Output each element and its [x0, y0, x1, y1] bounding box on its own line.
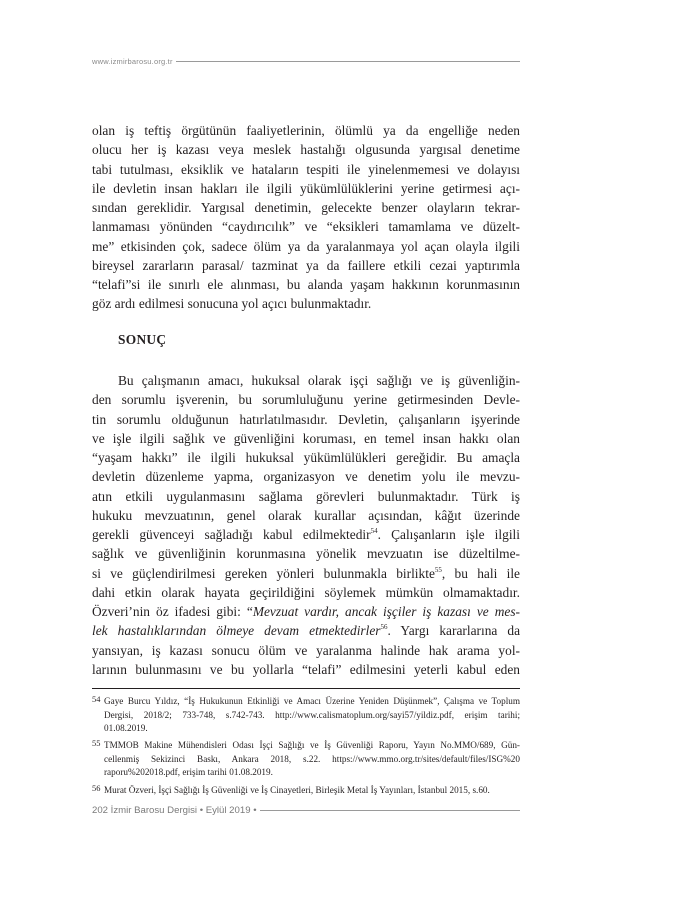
body-text-segment: gerekli güvenceyi sağladığı kabul edilmektedir — [92, 527, 371, 542]
body-line — [92, 602, 520, 621]
footnote-number: 54 — [92, 695, 101, 704]
footnote-line: cellenmiş Sekizinci Baskı, Ankara 2018, s.22. https://www.mmo.org.tr/sites/default/files/ISG%20 — [104, 753, 520, 764]
page-footer — [92, 803, 520, 817]
body-line: tin sorumlu olduğunun hatırlatılmasıdır. Devletin, çalışanların işyerinde — [92, 411, 520, 427]
body-text-segment: , bu hali ile — [441, 565, 521, 581]
footnote-55 — [92, 739, 520, 780]
footnote-line: 01.08.2019. — [104, 723, 148, 733]
footnote-56 — [92, 784, 520, 798]
body-line: olan iş teftiş örgütünün faaliyetlerinin, ölümlü ya da engelliğe neden — [92, 123, 520, 138]
body-line: den sorumlu işverenin, bu sorumluluğunu yerine getirmesinden Devle- — [92, 392, 520, 408]
body-line: ve işle ilgili sağlık ve güvenliğini koruması, en temel insan hakkı olan — [92, 430, 520, 446]
body-line: yansıyan, iş kazası sonucu ölüm ve yaralanma halinde hak arama yol- — [92, 642, 520, 658]
footnote-line: Murat Özveri, İşçi Sağlığı İş Güvenliği ve İş Cinayetleri, Birleşik Metal İş Yayınları, İstanbul 2015, s.60. — [104, 785, 490, 795]
footnote-ref-56[interactable]: 56 — [380, 623, 388, 632]
footnote-divider — [92, 688, 520, 689]
footnote-number: 56 — [92, 784, 101, 793]
body-line: “yaşam hakkı” ile ilgili hukuksal yükümlülükleri gereğidir. Bu amaçla — [92, 450, 520, 465]
footnote-line: Dergisi, 2018/2; 733-748, s.742-743. http://www.calismatoplum.org/sayi57/yildiz.pdf, erişim tarihi; — [104, 709, 520, 720]
body-line: sından gereklidir. Yargısal denetimin, gelecekte benzer olayların tekrar- — [92, 200, 520, 215]
body-line: me” etkisinden çok, sadece ölüm ya da yaralanmaya yol açan olayla ilgili — [92, 238, 520, 254]
footnote-54 — [92, 695, 520, 736]
header-url: www.izmirbarosu.org.tr — [92, 56, 173, 66]
footnote-ref-55[interactable]: 55 — [434, 565, 442, 574]
body-line: göz ardı edilmesi sonucuna yol açıcı bulunmaktadır. — [92, 296, 372, 312]
header-rule — [176, 61, 520, 62]
body-line — [92, 621, 520, 640]
body-line: “telafi”si ile sınırlı ele alınması, bu alanda yaşam hakkının korunmasının — [92, 277, 520, 292]
body-line: ile devletin insan hakları ile ilgili yükümlülüklerini yerine getirmesi açı- — [92, 180, 520, 196]
footer-rule — [260, 810, 520, 811]
body-line: devletin düzenleme yapma, organizasyon ve denetim yolu ile mevzu- — [92, 469, 520, 485]
footer-text: 202 İzmir Barosu Dergisi • Eylül 2019 • — [92, 804, 257, 816]
body-line: dahi etkin olarak hayata geçirildiğini söylemek mümkün olmamaktadır. — [92, 584, 520, 600]
body-line: atın etkili uygulanmasını sağlama görevleri bulunmaktadır. Türk iş — [92, 488, 520, 504]
conclusion-paragraph — [92, 371, 520, 679]
body-line: Bu çalışmanın amacı, hukuksal olarak işçi sağlığı ve iş güvenliğin- — [118, 373, 520, 388]
section-heading: SONUÇ — [118, 332, 167, 347]
footnote-line: Gaye Burcu Yıldız, “İş Hukukunun Etkinliği ve Amacı Üzerine Yeniden Düşünmek”, Çalışma ve Toplum — [104, 696, 520, 706]
page-header — [92, 54, 520, 68]
footnote-line: TMMOB Makine Mühendisleri Odası İşçi Sağlığı ve İş Güvenliği Raporu, Yayın No.MMO/689, Gün- — [104, 740, 520, 750]
body-line: bireysel zararların parasal/ tazminat ya da faillere etkili cezai yaptırımla — [92, 257, 520, 273]
body-line: sağlık ve güvenliğinin korunmasına yönelik mevzuatın ise düzeltilme- — [92, 546, 520, 562]
body-line — [92, 564, 520, 583]
paragraph-continuation — [92, 121, 520, 314]
body-text-segment: si ve güçlendirilmesi gereken yönleri bulunmakla birlikte — [92, 565, 435, 581]
body-text-segment: . Yargı kararlarına da — [387, 623, 521, 639]
footnote-line: raporu%202018.pdf, erişim tarihi 01.08.2019. — [104, 767, 273, 777]
quote-text: Mevzuat vardır, ancak işçiler iş kazası ve mes- — [252, 604, 520, 619]
body-line — [92, 525, 520, 544]
body-line: hukuku mevzuatının, genel olarak kurallar açısından, kâğıt üzerinde — [92, 507, 520, 523]
quote-text: lek hastalıklarından ölmeye devam etmektedirler — [92, 623, 381, 639]
body-text-segment: . Çalışanların işle ilgili — [377, 527, 520, 542]
body-text-segment: Özveri’nin öz ifadesi gibi: “ — [92, 604, 253, 619]
footnote-ref-54[interactable]: 54 — [370, 527, 378, 535]
body-line: larının bulunmasını ve bu yollarla “telafi” edilmesini yeterli kabul eden — [92, 661, 520, 677]
footnote-number: 55 — [92, 739, 101, 748]
body-line: tabi tutulması, eksiklik ve hataların tespiti ile yinelenmemesi ve dolayısı — [92, 161, 520, 177]
body-line: lanmaması yönünden “caydırıcılık” ve “eksikleri tamamlama ve düzelt- — [92, 219, 520, 235]
body-line: olucu her iş kazası veya meslek hastalığı olgusunda yargısal denetime — [92, 142, 520, 158]
